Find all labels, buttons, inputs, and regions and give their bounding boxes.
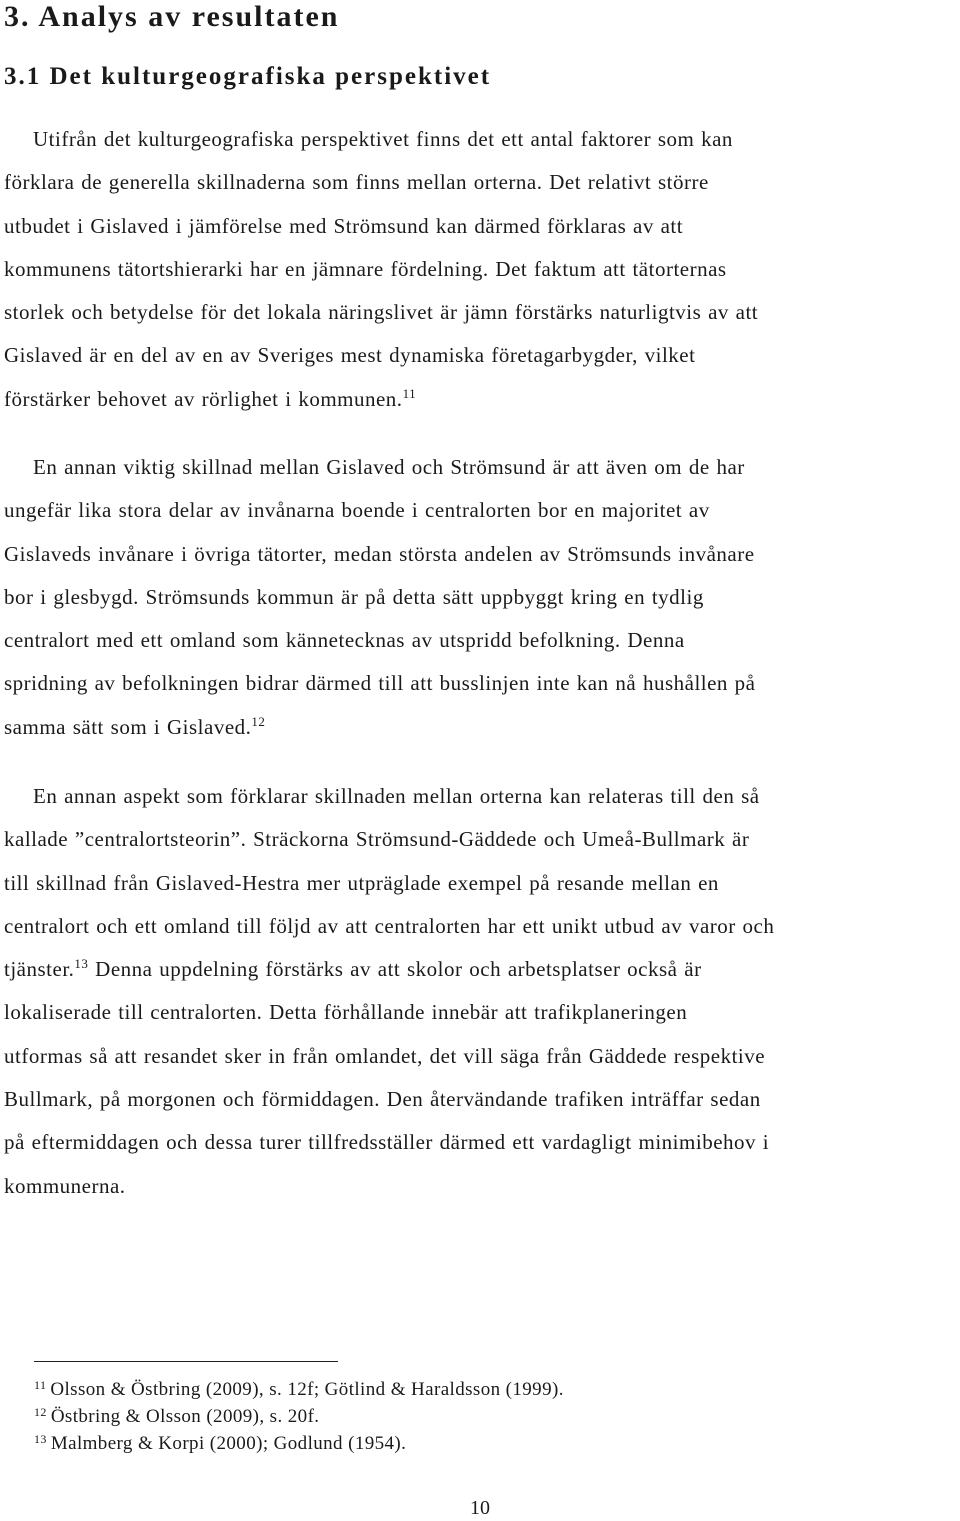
footnote-item <box>34 1403 934 1430</box>
footnote-item <box>34 1376 934 1403</box>
paragraph-text: förstärker behovet av rörlighet i kommunen. <box>4 386 403 411</box>
paragraph-line: lokaliserade till centralorten. Detta förhållande innebär att trafikplaneringen <box>4 1000 688 1025</box>
paragraph-line: En annan viktig skillnad mellan Gislaved och Strömsund är att även om de har <box>33 455 745 479</box>
footnote-text: Olsson & Östbring (2009), s. 12f; Götlind & Haraldsson (1999). <box>50 1379 564 1400</box>
paragraph-line: Utifrån det kulturgeografiska perspektivet finns det ett antal faktorer som kan <box>33 127 733 151</box>
paragraph-line: storlek och betydelse för det lokala näringslivet är jämn förstärks naturligtvis av att <box>4 300 759 325</box>
footnote-reference[interactable]: 13 <box>74 956 89 972</box>
paragraph-line: kallade ”centralortsteorin”. Sträckorna Strömsund-Gäddede och Umeå-Bullmark är <box>4 827 750 852</box>
footnote-number: 13 <box>34 1432 47 1446</box>
footnote-number: 12 <box>34 1405 47 1419</box>
footnote-reference[interactable]: 12 <box>251 713 266 729</box>
section-heading: 3. Analys av resultaten <box>4 0 340 33</box>
page-number: 10 <box>470 1497 490 1519</box>
footnote-item <box>34 1430 934 1457</box>
paragraph-line-last <box>4 378 956 421</box>
paragraph-text: tjänster. <box>4 957 75 982</box>
paragraph-2 <box>4 446 956 749</box>
paragraph-line: kommunens tätortshierarki har en jämnare fördelning. Det faktum att tätorternas <box>4 256 727 281</box>
paragraph-1 <box>4 118 956 421</box>
subsection-heading: 3.1 Det kulturgeografiska perspektivet <box>4 63 492 90</box>
paragraph-line: till skillnad från Gislaved-Hestra mer utpräglade exempel på resande mellan en <box>4 870 719 895</box>
paragraph-line: centralort med ett omland som kännetecknas av utspridd befolkning. Denna <box>4 628 685 653</box>
paragraph-line: utformas så att resandet sker in från omlandet, det vill säga från Gäddede respektive <box>4 1043 766 1068</box>
paragraph-line: förklara de generella skillnaderna som finns mellan orterna. Det relativt större <box>4 170 709 195</box>
paragraph-text: samma sätt som i Gislaved. <box>4 714 252 739</box>
paragraph-line: på eftermiddagen och dessa turer tillfredsställer därmed ett vardagligt minimibehov i <box>4 1130 770 1155</box>
paragraph-line: ungefär lika stora delar av invånarna boende i centralorten bor en majoritet av <box>4 498 710 523</box>
paragraph-line: Gislaved är en del av en av Sveriges mest dynamiska företagarbygder, vilket <box>4 343 696 368</box>
footnote-divider <box>34 1361 338 1362</box>
paragraph-line: En annan aspekt som förklarar skillnaden mellan orterna kan relateras till den så <box>33 784 760 808</box>
paragraph-line-with-ref <box>4 948 956 991</box>
paragraph-3 <box>4 775 956 1208</box>
paragraph-line-last <box>4 706 956 749</box>
footnote-text: Malmberg & Korpi (2000); Godlund (1954). <box>50 1433 407 1454</box>
footnote-text: Östbring & Olsson (2009), s. 20f. <box>50 1406 320 1427</box>
footnote-number: 11 <box>34 1378 47 1392</box>
paragraph-line: Bullmark, på morgonen och förmiddagen. Den återvändande trafiken inträffar sedan <box>4 1087 761 1112</box>
paragraph-text: Denna uppdelning förstärks av att skolor och arbetsplatser också är <box>88 957 702 982</box>
paragraph-line: utbudet i Gislaved i jämförelse med Strömsund kan därmed förklaras av att <box>4 213 684 238</box>
footnote-reference[interactable]: 11 <box>402 385 417 401</box>
footnotes <box>34 1376 934 1457</box>
paragraph-line: kommunerna. <box>4 1173 126 1198</box>
paragraph-line: spridning av befolkningen bidrar därmed till att busslinjen inte kan nå hushållen på <box>4 671 756 696</box>
paragraph-line: bor i glesbygd. Strömsunds kommun är på detta sätt uppbyggt kring en tydlig <box>4 584 704 609</box>
paragraph-line: centralort och ett omland till följd av att centralorten har ett unikt utbud av varor och <box>4 913 775 938</box>
paragraph-line: Gislaveds invånare i övriga tätorter, medan största andelen av Strömsunds invånare <box>4 541 755 566</box>
